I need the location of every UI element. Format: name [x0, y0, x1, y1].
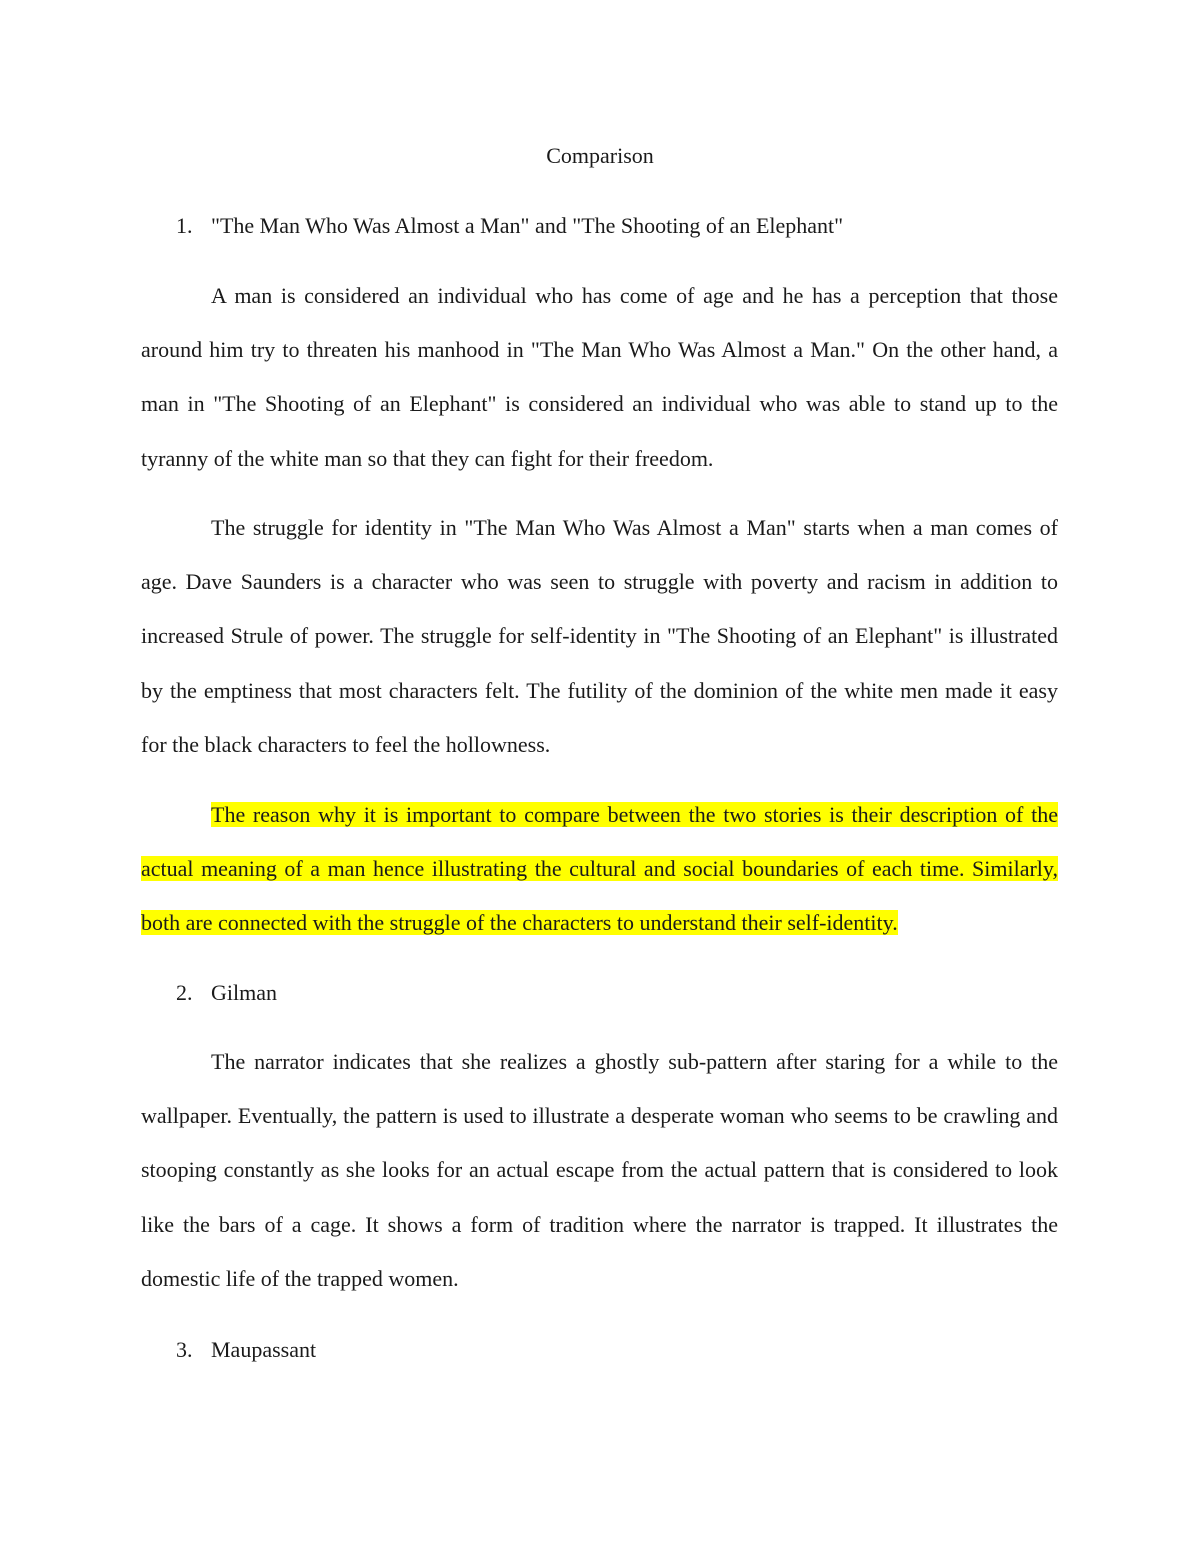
paragraph: The struggle for identity in "The Man Who Was Almost a Man" starts when a man comes of age. Dave Saunders is a character who was seen to struggle with poverty and racism in addition to increased Strule of power. The struggle for self-identity in "The Shooting of an Elephant" is illustrated by the emptiness that most characters felt. The futility of the dominion of the white men made it easy for the black characters to feel the hollowness. — [141, 515, 1058, 757]
highlighted-paragraph — [141, 788, 1058, 951]
section-number: 1. — [176, 213, 193, 238]
paragraph: The narrator indicates that she realizes a ghostly sub-pattern after staring for a while to the wallpaper. Eventually, the pattern is used to illustrate a desperate woman who seems to be crawling and stooping constantly as she looks for an actual escape from the actual pattern that is considered to look like the bars of a cage. It shows a form of tradition where the narrator is trapped. It illustrates the domestic life of the trapped women. — [141, 1049, 1058, 1291]
paragraph: A man is considered an individual who has come of age and he has a perception that those around him try to threaten his manhood in "The Man Who Was Almost a Man." On the other hand, a man in "The Shooting of an Elephant" is considered an individual who was able to stand up to the tyranny of the white man so that they can fight for their freedom. — [141, 283, 1058, 471]
section-number: 2. — [176, 980, 193, 1005]
section-heading-3 — [176, 1332, 316, 1368]
section-number: 3. — [176, 1337, 193, 1362]
highlighted-text: The reason why it is important to compare between the two stories is their description of the actual meaning of a man hence illustrating the cultural and social boundaries of each time. Similarly, both are connected with the struggle of the characters to understand their self-identity. — [141, 802, 1058, 936]
section-heading-text: Maupassant — [211, 1337, 317, 1362]
document-title: Comparison — [546, 143, 654, 168]
section-heading-1 — [176, 208, 843, 244]
section-heading-text: Gilman — [211, 980, 277, 1005]
section-heading-text: "The Man Who Was Almost a Man" and "The Shooting of an Elephant" — [211, 213, 844, 238]
section-heading-2 — [176, 975, 277, 1011]
